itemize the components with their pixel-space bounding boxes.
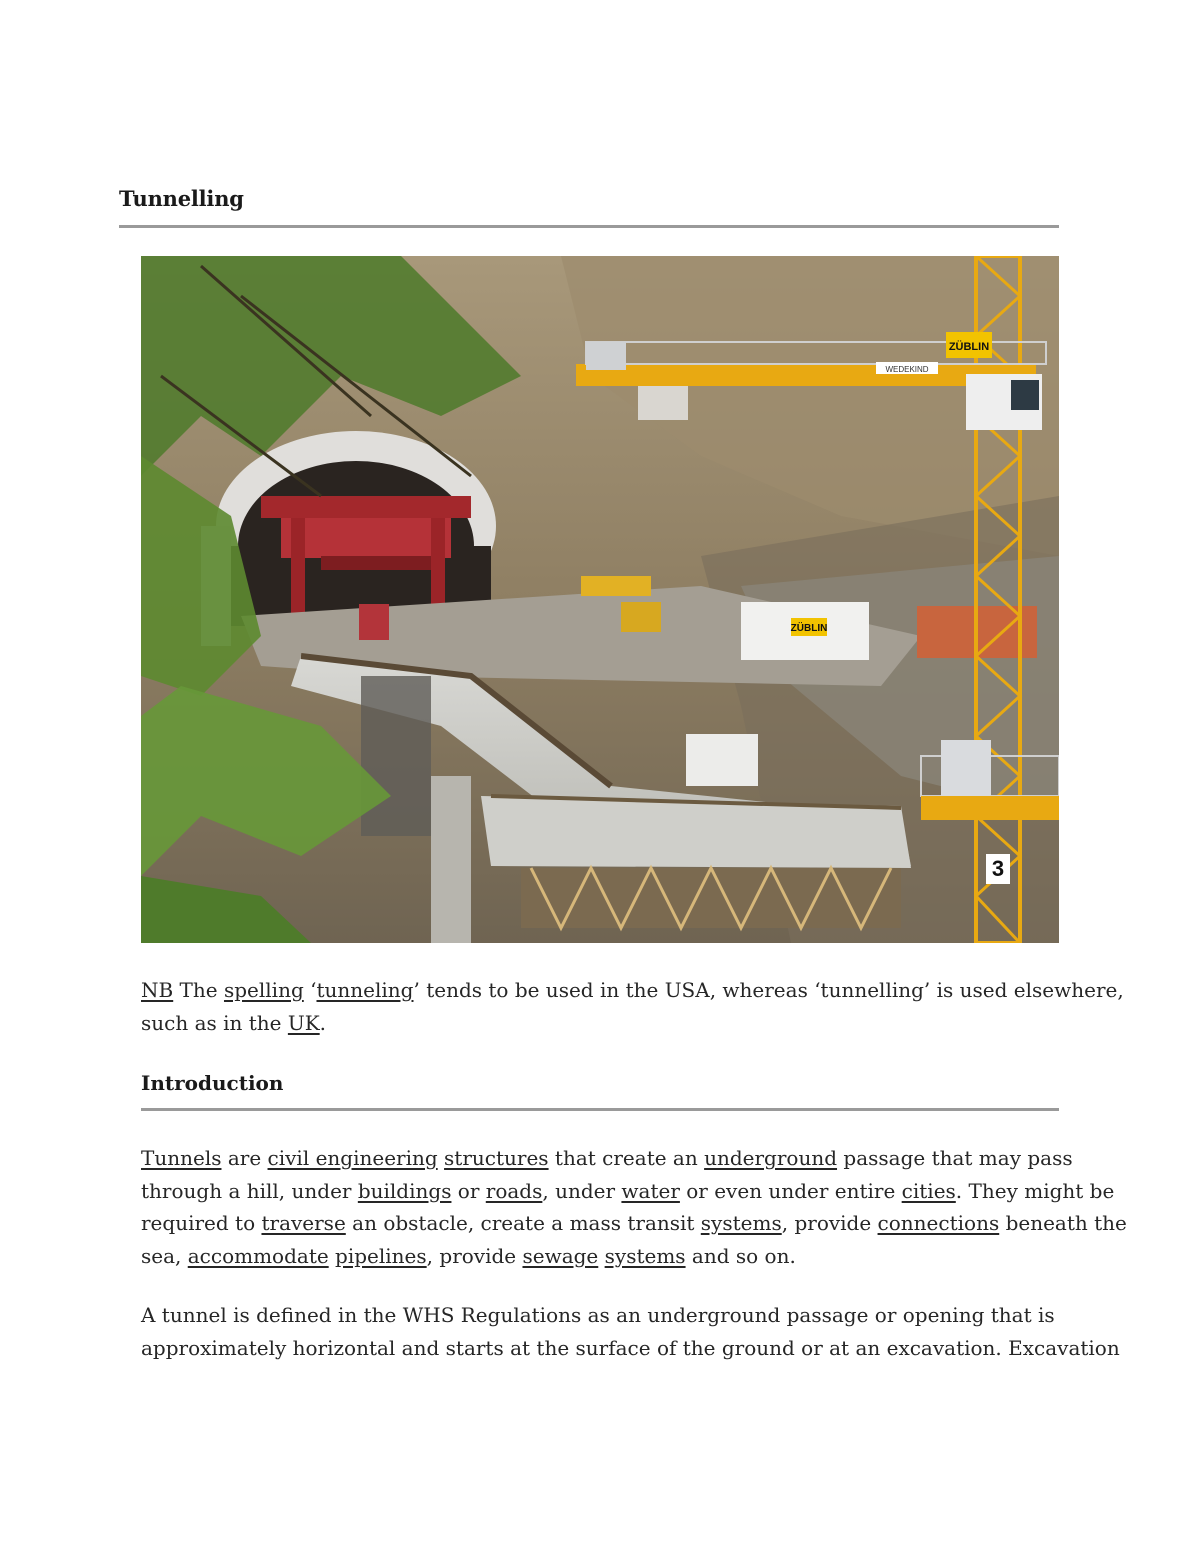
crane-jib-label: WEDEKIND — [885, 365, 929, 374]
crane-brand-label: ZÜBLIN — [948, 341, 990, 353]
introduction-divider — [141, 1108, 1059, 1111]
title-divider — [119, 225, 1059, 228]
link-structures[interactable]: structures — [444, 1146, 549, 1170]
intro-paragraph-2-line-2: approximately horizontal and starts at the surface of the ground or at an excavation. Excavation — [141, 1335, 1120, 1360]
link-sewage[interactable]: sewage — [522, 1243, 599, 1268]
link-pipelines[interactable]: pipelines — [335, 1243, 427, 1268]
intro-paragraph-2 — [141, 1299, 1120, 1364]
introduction-heading: Introduction — [141, 1071, 284, 1095]
crane-section-number: 3 — [991, 856, 1005, 881]
link-uk[interactable]: UK — [287, 1010, 320, 1035]
link-tunneling[interactable]: tunneling — [316, 978, 414, 1002]
page-title: Tunnelling — [119, 186, 244, 211]
link-traverse[interactable]: traverse — [261, 1211, 346, 1235]
link-spelling[interactable]: spelling — [223, 978, 304, 1002]
link-nb[interactable]: NB — [141, 978, 174, 1002]
link-buildings[interactable]: buildings — [357, 1178, 452, 1203]
container-brand-label: ZÜBLIN — [790, 623, 828, 634]
intro-paragraph-1: Tunnels are civil engineering structures that create an underground passage that may pass through a hill, under buildings or roads, under water or even under entire cities. They might be required to traverse an obstacle, create a mass transit systems, provide connections beneath the sea, accommodate pipelines, provide sewage systems and so on. — [141, 1146, 1127, 1268]
spelling-note: NB The spelling ‘tunneling’ tends to be used in the USA, whereas ‘tunnelling’ is used elsewhere, such as in the UK. — [141, 978, 1124, 1035]
link-connections[interactable]: connections — [877, 1211, 1000, 1235]
link-civil-engineering[interactable]: civil engineering — [267, 1146, 438, 1170]
link-cities[interactable]: cities — [901, 1178, 956, 1203]
link-water[interactable]: water — [621, 1178, 680, 1203]
intro-paragraph-2-line-1: A tunnel is defined in the WHS Regulations as an underground passage or opening that is — [141, 1303, 1055, 1327]
link-accommodate[interactable]: accommodate — [187, 1243, 329, 1268]
link-tunnels[interactable]: Tunnels — [141, 1146, 222, 1170]
link-roads[interactable]: roads — [485, 1178, 543, 1203]
link-systems[interactable]: systems — [700, 1211, 782, 1235]
tunnel-construction-photo — [141, 256, 1059, 943]
link-systems-2[interactable]: systems — [604, 1243, 686, 1268]
link-underground[interactable]: underground — [704, 1146, 838, 1170]
